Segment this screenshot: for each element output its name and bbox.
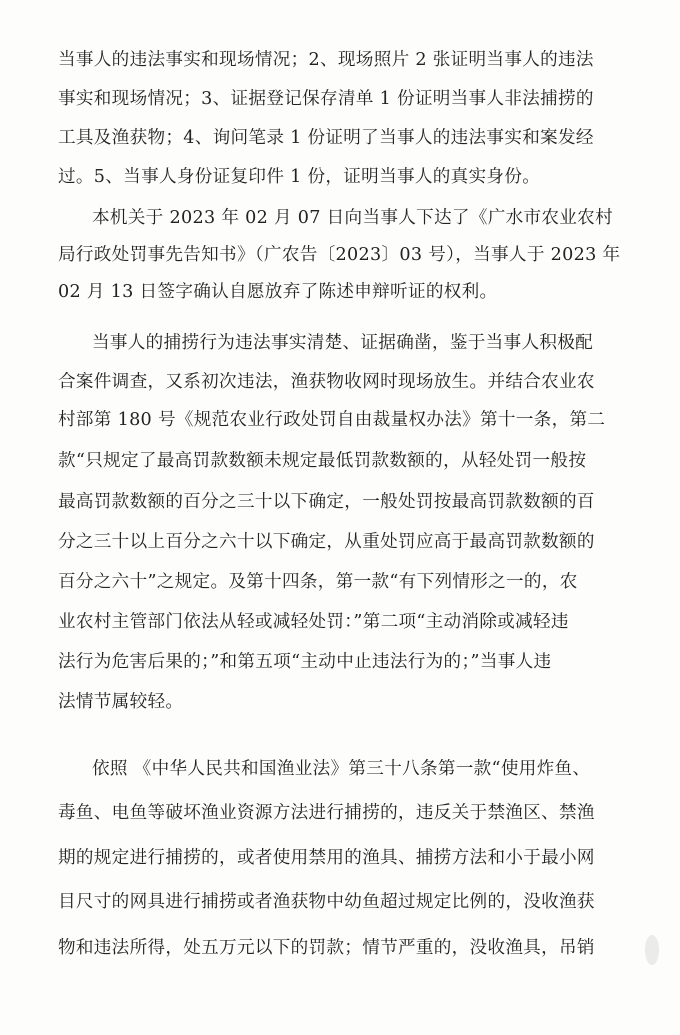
text-line: 法行为危害后果的；”和第五项“主动中止违法行为的；”当事人违 — [58, 652, 552, 672]
text-line: 当事人的违法事实和现场情况；2、现场照片 2 张证明当事人的违法 — [58, 50, 594, 70]
text-line: 合案件调查，又系初次违法，渔获物收网时现场放生。并结合农业农 — [58, 372, 595, 392]
text-line: 百分之六十”之规定。及第十四条，第一款“有下列情形之一的，农 — [58, 572, 578, 592]
scan-smudge — [645, 935, 659, 965]
text-line: 最高罚款数额的百分之三十以下确定，一般处罚按最高罚款数额的百 — [58, 492, 595, 512]
text-line: 物和违法所得，处五万元以下的罚款；情节严重的，没收渔具，吊销 — [58, 938, 595, 958]
text-line: 期的规定进行捕捞的，或者使用禁用的渔具、捕捞方法和小于最小网 — [58, 848, 595, 868]
text-line: 本机关于 2023 年 02 月 07 日向当事人下达了《广水市农业农村 — [92, 208, 613, 228]
text-line: 款“只规定了最高罚款数额未规定最低罚款数额的，从轻处罚一般按 — [58, 451, 587, 471]
text-line: 当事人的捕捞行为违法事实清楚、证据确凿，鉴于当事人积极配 — [92, 333, 594, 353]
text-line: 过。5、当事人身份证复印件 1 份，证明当事人的真实身份。 — [58, 167, 541, 187]
text-line: 村部第 180 号《规范农业行政处罚自由裁量权办法》第十一条，第二 — [58, 410, 606, 430]
text-line: 02 月 13 日签字确认自愿放弃了陈述申辩听证的权利。 — [58, 282, 498, 302]
text-line: 依照 《中华人民共和国渔业法》第三十八条第一款“使用炸鱼、 — [92, 759, 591, 779]
text-line: 毒鱼、电鱼等破坏渔业资源方法进行捕捞的，违反关于禁渔区、禁渔 — [58, 803, 595, 823]
text-line: 分之三十以上百分之六十以下确定，从重处罚应高于最高罚款数额的 — [58, 532, 595, 552]
text-line: 目尺寸的网具进行捕捞或者渔获物中幼鱼超过规定比例的，没收渔获 — [58, 892, 595, 912]
text-line: 业农村主管部门依法从轻或减轻处罚：”第二项“主动消除或减轻违 — [58, 612, 569, 632]
text-line: 局行政处罚事先告知书》（广农告〔2023〕03 号），当事人于 2023 年 — [58, 245, 621, 265]
text-line: 工具及渔获物；4、询问笔录 1 份证明了当事人的违法事实和案发经 — [58, 128, 594, 148]
text-line: 法情节属较轻。 — [58, 692, 184, 712]
text-line: 事实和现场情况；3、证据登记保存清单 1 份证明当事人非法捕捞的 — [58, 89, 594, 109]
